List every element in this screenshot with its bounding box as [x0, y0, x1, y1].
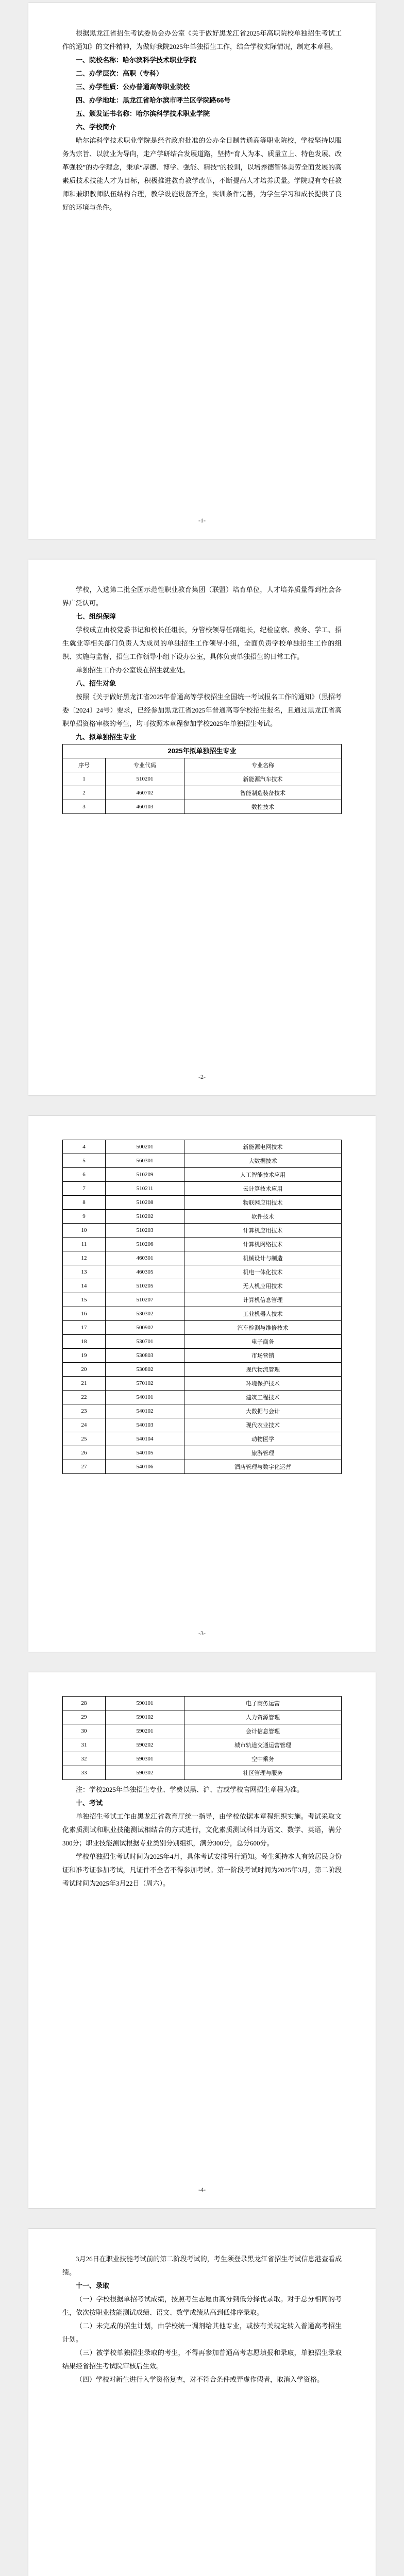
section-heading-certificate: 五、颁发证书名称：哈尔滨科学技术职业学院 — [76, 110, 210, 117]
organization-paragraph: 学校成立由校党委书记和校长任组长，分管校领导任副组长，纪检监察、教务、学工、招生就业等相关部门负责人为成员的单独招生工作领导小组，全面负责学校单独招生工作的组织、实施与监督，招生工作领导小组下设办公室，具体负责单独招生的日常工作。 — [62, 626, 342, 660]
table-row — [63, 1210, 342, 1224]
cell-code: 540104 — [106, 1432, 184, 1446]
majors-table — [62, 758, 342, 814]
cell-code: 590302 — [106, 1766, 184, 1780]
cell-code: 540105 — [106, 1446, 184, 1460]
page-number: -3- — [198, 1630, 206, 1637]
section-heading-level: 二、办学层次：高职（专科） — [76, 70, 163, 77]
document-page-5 — [28, 2229, 376, 2576]
cell-major: 现代农业技术 — [184, 1418, 342, 1432]
cell-code: 510205 — [106, 1279, 184, 1293]
header-code: 专业代码 — [106, 758, 184, 772]
majors-table-end — [62, 1696, 342, 1780]
cell-code: 460702 — [106, 786, 184, 800]
cell-major: 新能源电网技术 — [184, 1140, 342, 1154]
cell-major: 计算机网络技术 — [184, 1238, 342, 1251]
cell-index: 32 — [63, 1752, 106, 1766]
cell-index: 31 — [63, 1738, 106, 1752]
cell-code: 590301 — [106, 1752, 184, 1766]
cell-major: 机械设计与制造 — [184, 1251, 342, 1265]
cell-index: 15 — [63, 1293, 106, 1307]
page-number: -4- — [198, 2186, 206, 2193]
page-number: -2- — [198, 1073, 206, 1080]
cell-code: 530803 — [106, 1349, 184, 1363]
table-row — [63, 1251, 342, 1265]
cell-index: 24 — [63, 1418, 106, 1432]
table-note: 注：学校2025年单独招生专业、学费以黑、沪、吉或学校官网招生章程为准。 — [76, 1786, 304, 1793]
cell-major: 智能制造装备技术 — [184, 786, 342, 800]
table-row — [63, 1418, 342, 1432]
cell-major: 电子商务 — [184, 1335, 342, 1349]
cell-major: 数控技术 — [184, 800, 342, 814]
cell-index: 33 — [63, 1766, 106, 1780]
cell-major: 新能源汽车技术 — [184, 772, 342, 786]
cell-index: 25 — [63, 1432, 106, 1446]
cell-index: 14 — [63, 1279, 106, 1293]
cell-code: 590101 — [106, 1697, 184, 1710]
table-row — [63, 1432, 342, 1446]
table-row — [63, 1446, 342, 1460]
cell-major: 空中乘务 — [184, 1752, 342, 1766]
cell-index: 3 — [63, 800, 106, 814]
cell-major: 物联网应用技术 — [184, 1196, 342, 1210]
cell-index: 1 — [63, 772, 106, 786]
cell-major: 市场营销 — [184, 1349, 342, 1363]
table-row — [63, 1154, 342, 1168]
cell-major: 大数据技术 — [184, 1154, 342, 1168]
exam-paragraph-2: 学校单独招生考试时间为2025年4月，具体考试安排另行通知。考生须持本人有效居民身份证和准考证参加考试，凡证件不全者不得参加考试。第一阶段考试时间为2025年3月，第二阶段考试时间为2025年3月22日（周六）。 — [62, 1853, 342, 1887]
cell-major: 工业机器人技术 — [184, 1307, 342, 1321]
table-row — [63, 1391, 342, 1404]
cell-major: 机电一体化技术 — [184, 1265, 342, 1279]
document-page-2 — [28, 560, 376, 1095]
admission-paragraph-1: （一）学校根据单招考试成绩，按照考生志愿由高分到低分择优录取。对于总分相同的考生，依次按职业技能测试成绩、语文、数学成绩从高到低排序录取。 — [62, 2295, 342, 2316]
table-row — [63, 1363, 342, 1377]
cell-index: 4 — [63, 1140, 106, 1154]
admission-paragraph-3: （三）被学校单独招生录取的考生，不得再参加普通高考志愿填报和录取，单独招生录取结果经省招生考试院审核后生效。 — [62, 2349, 342, 2370]
cell-code: 460301 — [106, 1251, 184, 1265]
table-row — [63, 1335, 342, 1349]
section-heading-school-name: 一、院校名称：哈尔滨科学技术职业学院 — [76, 56, 197, 64]
cell-major: 汽车检测与维修技术 — [184, 1321, 342, 1335]
intro-paragraph: 根据黑龙江省招生考试委员会办公室《关于做好黑龙江省2025年高职院校单独招生考试工作的通知》的文件精神，为做好我院2025年单独招生工作，结合学校实际情况，制定本章程。 — [62, 29, 342, 50]
section-heading-intro: 六、学校简介 — [76, 123, 116, 131]
cell-code: 590202 — [106, 1738, 184, 1752]
cell-major: 计算机信息管理 — [184, 1293, 342, 1307]
table-row — [63, 1196, 342, 1210]
cell-index: 26 — [63, 1446, 106, 1460]
cell-index: 28 — [63, 1697, 106, 1710]
cell-major: 大数据与会计 — [184, 1404, 342, 1418]
cell-index: 7 — [63, 1182, 106, 1196]
table-row — [63, 1697, 342, 1710]
cell-index: 30 — [63, 1724, 106, 1738]
cell-code: 500201 — [106, 1140, 184, 1154]
majors-table-continued — [62, 1140, 342, 1474]
cell-major: 软件技术 — [184, 1210, 342, 1224]
admission-paragraph-4: （四）学校对新生进行入学资格复查，对不符合条件或弄虚作假者，取消入学资格。 — [76, 2376, 324, 2383]
cell-major: 现代物流管理 — [184, 1363, 342, 1377]
table-header-row — [63, 758, 342, 772]
cell-index: 10 — [63, 1224, 106, 1238]
table-row — [63, 1377, 342, 1391]
cell-index: 16 — [63, 1307, 106, 1321]
cell-index: 2 — [63, 786, 106, 800]
cell-code: 460103 — [106, 800, 184, 814]
document-page-4 — [28, 1672, 376, 2208]
cell-code: 510209 — [106, 1168, 184, 1182]
school-intro-continued: 学校，入选第二批全国示范性职业教育集团（联盟）培育单位，人才培养质量得到社会各界广泛认可。 — [62, 586, 342, 607]
cell-code: 560301 — [106, 1154, 184, 1168]
table-row — [63, 1140, 342, 1154]
cell-code: 590201 — [106, 1724, 184, 1738]
cell-code: 510201 — [106, 772, 184, 786]
cell-index: 12 — [63, 1251, 106, 1265]
cell-major: 城市轨道交通运营管理 — [184, 1738, 342, 1752]
cell-major: 云计算技术应用 — [184, 1182, 342, 1196]
section-heading-nature: 三、办学性质：公办普通高等职业院校 — [76, 83, 190, 91]
cell-major: 人工智能技术应用 — [184, 1168, 342, 1182]
section-heading-applicants: 八、招生对象 — [76, 680, 116, 687]
cell-major: 动物医学 — [184, 1432, 342, 1446]
cell-major: 计算机应用技术 — [184, 1224, 342, 1238]
cell-code: 540102 — [106, 1404, 184, 1418]
table-row — [63, 1710, 342, 1724]
cell-code: 510202 — [106, 1210, 184, 1224]
table-row — [63, 1307, 342, 1321]
cell-index: 8 — [63, 1196, 106, 1210]
table-row — [63, 1238, 342, 1251]
cell-index: 19 — [63, 1349, 106, 1363]
table-row — [63, 1752, 342, 1766]
cell-major: 酒店管理与数字化运营 — [184, 1460, 342, 1474]
header-index: 序号 — [63, 758, 106, 772]
admission-paragraph-2: （二）未完成的招生计划，由学校统一调剂给其他专业，或按有关规定转入普通高考招生计划。 — [62, 2322, 342, 2343]
school-intro-paragraph: 哈尔滨科学技术职业学院是经省政府批准的公办全日制普通高等职业院校，学校坚持以服务为宗旨、以就业为导向，走产学研结合发展道路，坚持“育人为本、质量立上、特色发展、改革强校”的办学理念，秉承“厚德、博学、强能、精技”的校训，以培养德智体美劳全面发展的高素质技术技能人才为目标，积极推进教育教学改革，不断提高人才培养质量。学院现有专任教师和兼职教师队伍结构合理，教学设施设备齐全，实训条件完善，为学生学习和成长提供了良好的环境与条件。 — [62, 137, 342, 211]
cell-major: 会计信息管理 — [184, 1724, 342, 1738]
table-row — [63, 800, 342, 814]
cell-index: 22 — [63, 1391, 106, 1404]
cell-index: 13 — [63, 1265, 106, 1279]
table-row — [63, 1404, 342, 1418]
cell-code: 590102 — [106, 1710, 184, 1724]
cell-index: 6 — [63, 1168, 106, 1182]
exam-continued: 3月26日在职业技能考试前的第二阶段考试的，考生须登录黑龙江省招生考试信息港查看成绩。 — [62, 2255, 342, 2276]
cell-major: 建筑工程技术 — [184, 1391, 342, 1404]
table-row — [63, 1766, 342, 1780]
page-number: -1- — [198, 517, 206, 524]
table-row — [63, 1349, 342, 1363]
cell-code: 540106 — [106, 1460, 184, 1474]
cell-code: 510203 — [106, 1224, 184, 1238]
cell-major: 环境保护技术 — [184, 1377, 342, 1391]
header-major: 专业名称 — [184, 758, 342, 772]
table-row — [63, 1460, 342, 1474]
table-row — [63, 1293, 342, 1307]
section-heading-address: 四、办学地址：黑龙江省哈尔滨市呼兰区学院路66号 — [76, 96, 231, 104]
cell-major: 无人机应用技术 — [184, 1279, 342, 1293]
section-heading-admission: 十一、录取 — [76, 2282, 110, 2290]
office-paragraph: 单独招生工作办公室设在招生就业处。 — [76, 666, 190, 674]
cell-code: 530302 — [106, 1307, 184, 1321]
document-page-3 — [28, 1116, 376, 1652]
cell-code: 570102 — [106, 1377, 184, 1391]
table-row — [63, 772, 342, 786]
cell-index: 5 — [63, 1154, 106, 1168]
cell-code: 540101 — [106, 1391, 184, 1404]
cell-index: 21 — [63, 1377, 106, 1391]
cell-code: 540103 — [106, 1418, 184, 1432]
cell-major: 旅游管理 — [184, 1446, 342, 1460]
table-row — [63, 1321, 342, 1335]
table-row — [63, 1265, 342, 1279]
applicants-paragraph: 按照《关于做好黑龙江省2025年普通高等学校招生全国统一考试报名工作的通知》（黑招考委〔2024〕24号）要求，已经参加黑龙江省2025年普通高等学校招生报名，且通过黑龙江省高职单招资格审核的考生，均可按照本章程参加学校2025年单独招生考试。 — [62, 693, 342, 727]
cell-code: 510208 — [106, 1196, 184, 1210]
table-row — [63, 786, 342, 800]
table-row — [63, 1738, 342, 1752]
cell-index: 18 — [63, 1335, 106, 1349]
cell-index: 27 — [63, 1460, 106, 1474]
majors-table-title: 2025年拟单独招生专业 — [62, 744, 342, 758]
cell-code: 510211 — [106, 1182, 184, 1196]
cell-index: 17 — [63, 1321, 106, 1335]
table-row — [63, 1724, 342, 1738]
cell-index: 11 — [63, 1238, 106, 1251]
cell-code: 500902 — [106, 1321, 184, 1335]
cell-code: 510206 — [106, 1238, 184, 1251]
cell-index: 29 — [63, 1710, 106, 1724]
table-row — [63, 1168, 342, 1182]
document-page-1 — [28, 3, 376, 539]
section-heading-exam: 十、考试 — [76, 1799, 103, 1807]
cell-index: 9 — [63, 1210, 106, 1224]
section-heading-majors: 九、拟单独招生专业 — [76, 733, 137, 741]
table-row — [63, 1279, 342, 1293]
cell-major: 社区管理与服务 — [184, 1766, 342, 1780]
section-heading-organization: 七、组织保障 — [76, 613, 116, 620]
cell-major: 电子商务运营 — [184, 1697, 342, 1710]
cell-index: 20 — [63, 1363, 106, 1377]
cell-code: 530701 — [106, 1335, 184, 1349]
cell-code: 510207 — [106, 1293, 184, 1307]
cell-code: 460305 — [106, 1265, 184, 1279]
table-row — [63, 1182, 342, 1196]
cell-code: 530802 — [106, 1363, 184, 1377]
table-row — [63, 1224, 342, 1238]
cell-major: 人力资源管理 — [184, 1710, 342, 1724]
exam-paragraph-1: 单独招生考试工作由黑龙江省教育厅统一指导，由学校依据本章程组织实施。考试采取文化素质测试和职业技能测试相结合的方式进行，文化素质测试科目为语文、数学、英语，满分300分；职业技能测试根据专业类别分别组织，满分300分，总分600分。 — [62, 1812, 342, 1847]
cell-index: 23 — [63, 1404, 106, 1418]
